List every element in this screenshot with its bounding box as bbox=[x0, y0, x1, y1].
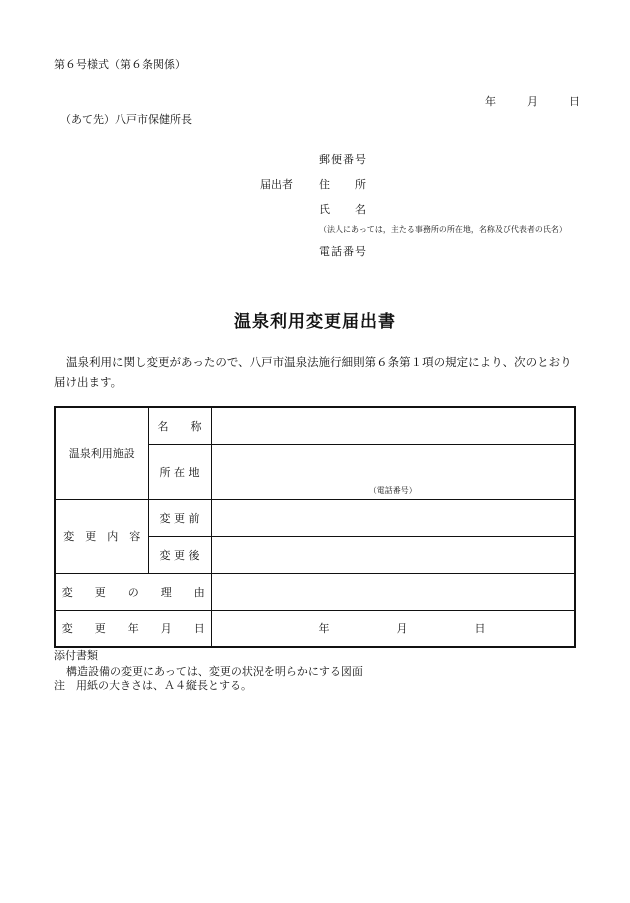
before-change-label: 変 更 前 bbox=[148, 499, 211, 536]
reason-field[interactable] bbox=[211, 573, 575, 610]
corporate-note: （法人にあっては，主たる事務所の所在地，名称及び代表者の氏名） bbox=[319, 225, 567, 234]
facility-label: 温泉利用施設 bbox=[55, 407, 148, 499]
postal-code-label: 郵便番号 bbox=[319, 153, 367, 166]
change-date-month: 月 bbox=[396, 622, 408, 636]
after-change-field[interactable] bbox=[211, 536, 575, 573]
phone-note: （電話番号） bbox=[368, 486, 417, 495]
attachments-heading: 添付書類 bbox=[54, 649, 98, 662]
submission-date bbox=[485, 93, 580, 109]
facility-name-label: 名 称 bbox=[148, 407, 211, 444]
addressee: （あて先）八戸市保健所長 bbox=[60, 113, 192, 126]
change-date-year: 年 bbox=[318, 622, 330, 636]
phone-label: 電話番号 bbox=[319, 245, 367, 258]
change-date-label: 変 更 年 月 日 bbox=[55, 610, 211, 647]
location-field[interactable] bbox=[211, 444, 575, 499]
change-date-field[interactable] bbox=[211, 610, 575, 647]
change-form-table bbox=[54, 406, 576, 648]
paper-size-note: 注 用紙の大きさは、Ａ４縦長とする。 bbox=[54, 679, 252, 692]
applicant-label: 届出者 bbox=[260, 178, 293, 191]
after-change-label: 変 更 後 bbox=[148, 536, 211, 573]
date-month-label: 月 bbox=[527, 95, 538, 108]
document-title: 温泉利用変更届出書 bbox=[234, 312, 396, 332]
location-label: 所 在 地 bbox=[148, 444, 211, 499]
date-year-label: 年 bbox=[485, 95, 496, 108]
address-label: 住 所 bbox=[319, 178, 367, 191]
attachment-item: 構造設備の変更にあっては、変更の状況を明らかにする図面 bbox=[66, 665, 363, 678]
change-date-day: 日 bbox=[474, 622, 486, 636]
change-content-label: 変 更 内 容 bbox=[55, 499, 148, 573]
facility-name-field[interactable] bbox=[211, 407, 575, 444]
body-text: 温泉利用に関し変更があったので、八戸市温泉法施行細則第６条第１項の規定により、次のとおり届け出ます。 bbox=[54, 355, 572, 389]
before-change-field[interactable] bbox=[211, 499, 575, 536]
reason-label: 変 更 の 理 由 bbox=[55, 573, 211, 610]
form-number: 第６号様式（第６条関係） bbox=[54, 58, 186, 71]
name-label: 氏 名 bbox=[319, 203, 367, 216]
date-day-label: 日 bbox=[569, 95, 580, 108]
